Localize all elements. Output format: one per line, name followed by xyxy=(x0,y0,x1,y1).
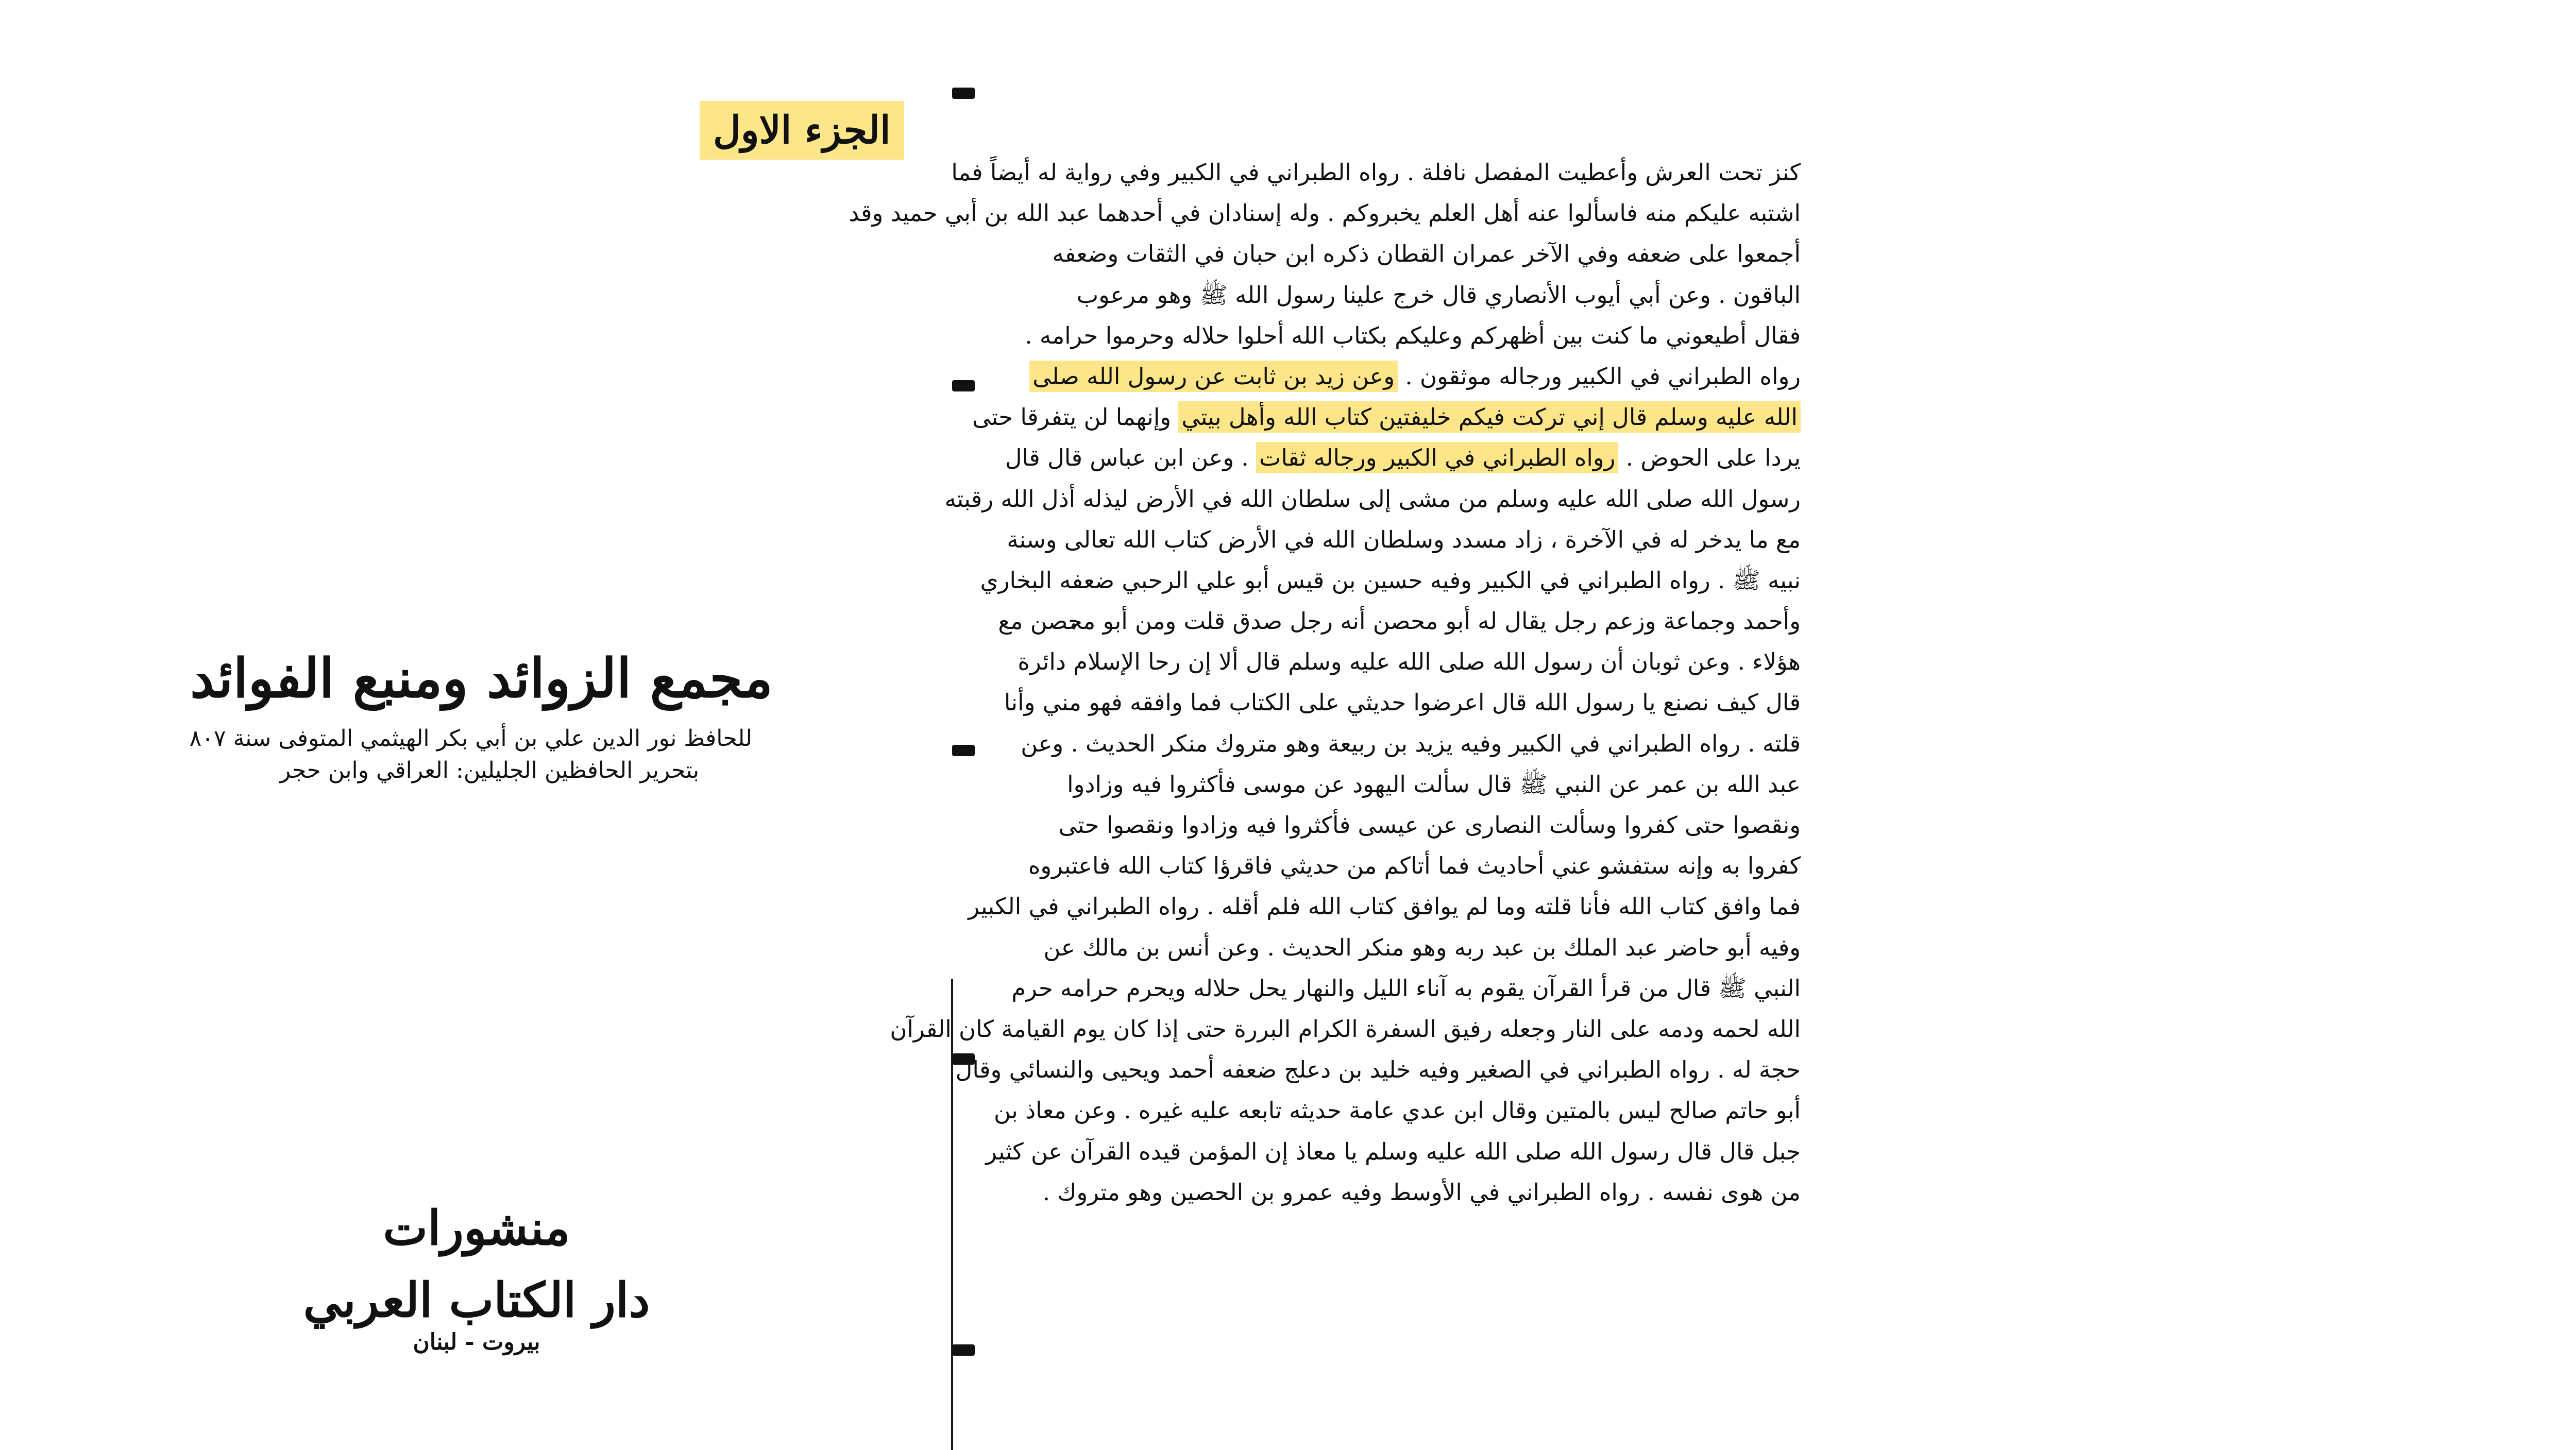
text-line xyxy=(1025,315,1801,356)
text-segment: فما وافق كتاب الله فأنا قلته وما لم يوافق كتاب الله فلم أقله . رواه الطبراني في الكبير xyxy=(968,893,1801,920)
text-segment: اشتبه عليكم منه فاسألوا عنه أهل العلم يخبروكم . وله إسنادان في أحدهما عبد الله بن أبي حميد وقد xyxy=(849,199,1801,227)
text-segment: فقال أطيعوني ما كنت بين أظهركم وعليكم بكتاب الله أحلوا حلاله وحرموا حرامه . xyxy=(1025,321,1801,349)
body-text xyxy=(849,152,1801,1213)
publisher-heading: منشورات xyxy=(383,1200,570,1256)
text-segment: وفيه أبو حاضر عبد الملك بن عبد ربه وهو منكر الحديث . وعن أنس بن مالك عن xyxy=(1043,933,1801,961)
text-line xyxy=(1076,275,1801,315)
text-line xyxy=(980,560,1801,601)
text-line xyxy=(998,601,1801,641)
text-line xyxy=(1067,764,1801,805)
text-segment: رواه الطبراني في الكبير ورجاله موثقون . xyxy=(1398,362,1801,390)
text-segment: أبو حاتم صالح ليس بالمتين وقال ابن عدي عامة حديثه تابعه عليه غيره . وعن معاذ بن xyxy=(994,1097,1801,1124)
text-line xyxy=(1011,968,1801,1009)
text-line xyxy=(1005,437,1801,478)
text-segment: قلته . رواه الطبراني في الكبير وفيه يزيد بن ربيعة وهو متروك منكر الحديث . وعن xyxy=(1021,729,1801,757)
text-line xyxy=(1042,1172,1801,1213)
text-line xyxy=(972,397,1801,437)
text-line xyxy=(1018,641,1801,682)
text-line xyxy=(944,479,1801,519)
text-segment: النبي ﷺ قال من قرأ القرآن يقوم به آناء الليل والنهار يحل حلاله ويحرم حرامه حرم xyxy=(1011,974,1801,1002)
text-segment: وإنهما لن يتفرقا حتى xyxy=(972,403,1179,431)
highlighted-text: الله عليه وسلم قال إني تركت فيكم خليفتين كتاب الله وأهل بيتي xyxy=(1178,401,1801,433)
text-segment: أجمعوا على ضعفه وفي الآخر عمران القطان ذكره ابن حبان في الثقات وضعفه xyxy=(1052,240,1801,268)
text-line xyxy=(1032,356,1801,397)
editors-line: بتحرير الحافظين الجليلين: العراقي وابن حجر xyxy=(279,757,700,783)
text-line xyxy=(1007,519,1801,560)
volume-label: الجزء الاول xyxy=(700,101,904,160)
text-line xyxy=(951,152,1801,193)
text-line xyxy=(955,1049,1801,1090)
text-segment: يردا على الحوض . xyxy=(1618,444,1801,472)
text-line xyxy=(986,1131,1801,1172)
text-line xyxy=(994,1090,1801,1131)
text-segment: كفروا به وإنه ستفشو عني أحاديث فما أتاكم من حديثي فاقرؤا كتاب الله فاعتبروه xyxy=(1028,852,1801,880)
text-segment: ونقصوا حتى كفروا وسألت النصارى عن عيسى فأكثروا فيه وزادوا ونقصوا حتى xyxy=(1058,811,1801,839)
text-segment: جبل قال قال رسول الله صلى الله عليه وسلم يا معاذ إن المؤمن قيده القرآن عن كثير xyxy=(986,1137,1801,1165)
text-segment: الله لحمه ودمه على النار وجعله رفيق السفرة الكرام البررة حتى إذا كان يوم القيامة كان القرآن xyxy=(890,1015,1801,1043)
book-title: مجمع الزوائد ومنبع الفوائد xyxy=(190,646,773,710)
text-segment: كنز تحت العرش وأعطيت المفصل نافلة . رواه الطبراني في الكبير وفي رواية له أيضاً فما xyxy=(951,159,1801,186)
text-segment: الباقون . وعن أبي أيوب الأنصاري قال خرج علينا رسول الله ﷺ وهو مرعوب xyxy=(1076,281,1801,309)
text-segment: قال كيف نصنع يا رسول الله قال اعرضوا حديثي على الكتاب فما وافقه فهو مني وأنا xyxy=(1004,689,1801,717)
text-segment: مع ما يدخر له في الآخرة ، زاد مسدد وسلطان الله في الأرض كتاب الله تعالى وسنة xyxy=(1007,525,1801,553)
left-page xyxy=(0,0,951,1450)
text-segment: حجة له . رواه الطبراني في الصغير وفيه خليد بن دعلج ضعفه أحمد ويحيى والنسائي وقال xyxy=(955,1056,1801,1084)
text-line xyxy=(849,193,1801,233)
text-segment: رسول الله صلى الله عليه وسلم من مشى إلى سلطان الله في الأرض ليذله أذل الله رقبته xyxy=(944,485,1801,513)
text-line xyxy=(968,886,1801,927)
text-line xyxy=(1043,927,1801,968)
text-line xyxy=(1052,233,1801,274)
text-line xyxy=(1058,805,1801,845)
text-segment: من هوى نفسه . رواه الطبراني في الأوسط وفيه عمرو بن الحصين وهو متروك . xyxy=(1042,1178,1801,1206)
text-segment: نبيه ﷺ . رواه الطبراني في الكبير وفيه حسين بن قيس أبو علي الرحبي ضعفه البخاري xyxy=(980,566,1801,594)
text-line xyxy=(890,1009,1801,1049)
text-line xyxy=(1021,723,1801,764)
text-segment: وأحمد وجماعة وزعم رجل يقال له أبو محصن أنه رجل صدق قلت ومن أبو محصن مع xyxy=(998,607,1801,635)
text-segment: عبد الله بن عمر عن النبي ﷺ قال سألت اليهود عن موسى فأكثروا فيه وزادوا xyxy=(1067,770,1801,798)
text-line xyxy=(1004,682,1801,723)
publisher-name: دار الكتاب العربي xyxy=(303,1272,650,1328)
highlighted-text: رواه الطبراني في الكبير ورجاله ثقات xyxy=(1256,442,1618,473)
text-line xyxy=(1028,845,1801,886)
text-segment: هؤلاء . وعن ثوبان أن رسول الله صلى الله عليه وسلم قال ألا إن رحا الإسلام دائرة xyxy=(1018,648,1801,676)
text-segment: . وعن ابن عباس قال قال xyxy=(1005,444,1256,472)
highlighted-text: وعن زيد بن ثابت عن رسول الله صلى xyxy=(1029,361,1398,392)
author-line: للحافظ نور الدين علي بن أبي بكر الهيثمي المتوفى سنة ٨٠٧ xyxy=(189,725,752,752)
publisher-city: بيروت - لبنان xyxy=(413,1329,540,1355)
